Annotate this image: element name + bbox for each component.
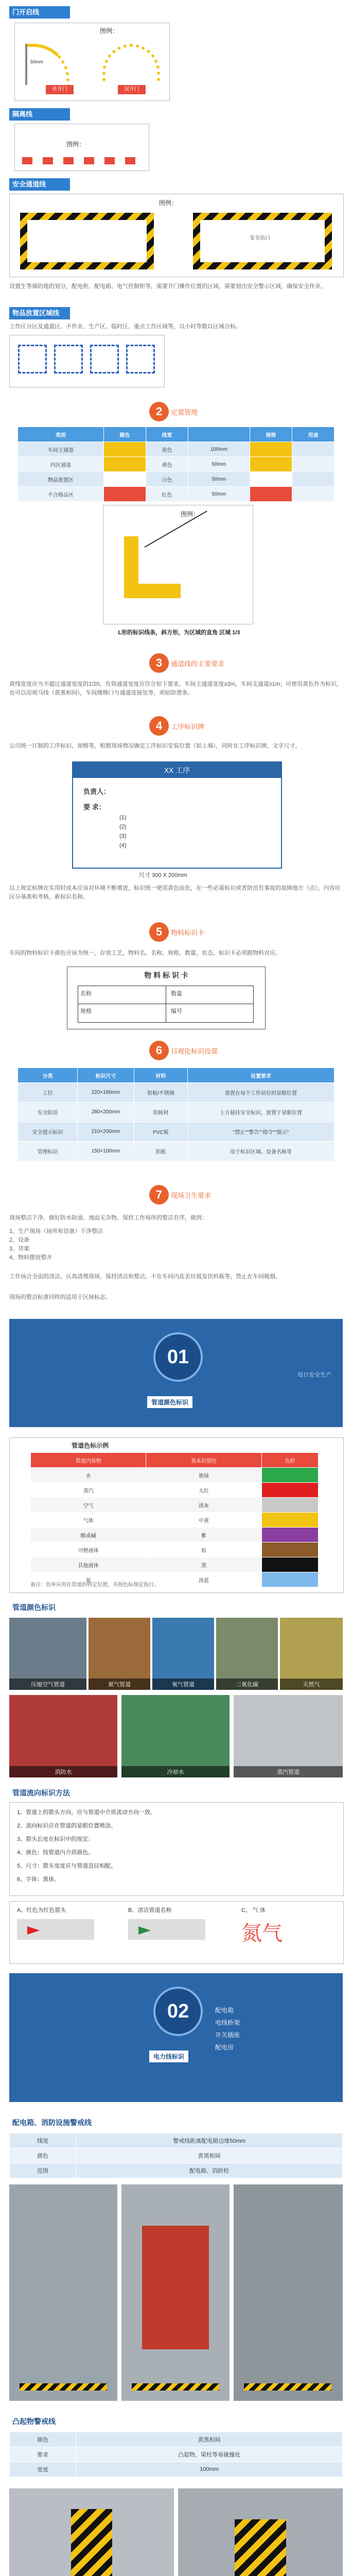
s7-text3: 现场的整洁标准同样的适用于区域标志。 — [9, 1294, 111, 1300]
banner-pipe — [9, 1319, 343, 1427]
pipe-r5-c1: 紫 — [146, 1528, 261, 1543]
isolation-figure — [14, 124, 149, 171]
legend-r2-c5 — [292, 472, 334, 487]
photo-caption-6: 消防水 — [9, 1766, 117, 1777]
photo-cooling-water — [121, 1695, 230, 1777]
section-passage-line: 安全通道线 — [9, 178, 70, 191]
corner-note-b: 区域 1/3 — [219, 630, 240, 636]
card-field-name: 名称 — [80, 991, 92, 997]
s7-title: 现场卫生要求 — [171, 1192, 212, 1199]
sig-r3-c1: 150×100mm — [78, 1142, 134, 1161]
pipe-r2-c1: 大红 — [146, 1483, 261, 1498]
flow-card-c: C、 气 体 — [241, 1907, 266, 1913]
pipe-r8-c1: 淡蓝 — [146, 1572, 261, 1587]
placement-square-3 — [90, 345, 119, 374]
process-sign — [72, 761, 282, 869]
sig-h-2: 材料 — [134, 1068, 187, 1083]
pipe-h-0: 管道内容物 — [31, 1453, 146, 1468]
double-door-label: 双开门 — [118, 85, 146, 94]
placement-square-4 — [126, 345, 155, 374]
passage-example-label: 图例： — [159, 199, 178, 207]
flow-step-5: 5、尺寸：箭头宽度应与管道直径相配。 — [17, 1863, 117, 1869]
flow-step-1: 1、管道上的箭头方向，应与管道中介质流动方向一致。 — [17, 1809, 156, 1816]
hazard-box-left — [20, 213, 154, 269]
photo-co2 — [216, 1618, 278, 1690]
pipe-r1-swatch — [261, 1468, 318, 1483]
banner-electric-caption: 电力线标识 — [149, 2050, 188, 2062]
photo-oxygen — [152, 1618, 214, 1690]
bottom-r1-c0: 要求 — [10, 2447, 76, 2462]
elec-r2-c1: 配电箱、消防栓 — [76, 2163, 343, 2178]
signage-table — [17, 1067, 335, 1161]
legend-h-4: 规格 — [250, 427, 292, 442]
sig-r2-c3: "禁止""警告""指令""提示" — [187, 1122, 334, 1142]
sign-item-3: (3) — [119, 833, 127, 839]
s4-title: 工序标识牌 — [171, 723, 205, 731]
pipe-r3-c0: 空气 — [31, 1498, 146, 1513]
corner-note-a: L形的标识线条，斜方形，为区域的直角 — [118, 630, 218, 636]
numbered-circle-4: 4 — [149, 716, 169, 736]
legend-r0-c2: 黄色 — [146, 442, 188, 457]
card-field-spec: 规格 — [80, 1008, 92, 1014]
banner-electric — [9, 1973, 343, 2102]
pipe-r6-c0: 可燃液体 — [31, 1543, 146, 1557]
legend-r0-sample — [250, 442, 292, 457]
sig-r3-c0: 管理标识 — [18, 1142, 78, 1161]
legend-h-2: 线宽 — [146, 427, 188, 442]
card-field-no: 编号 — [171, 1008, 182, 1014]
legend-h-3 — [188, 427, 250, 442]
numbered-circle-3: 3 — [149, 653, 169, 673]
legend-h-5: 用途 — [292, 427, 334, 442]
paragraph-2: 工作区分区及通道区、不作业、生产区、临时区、重点工作区域等，以小时等数以区域合标。 — [9, 324, 241, 330]
banner-electric-list — [215, 2004, 240, 2054]
sign-item-2: (2) — [119, 824, 127, 830]
sign-field-req: 要 求： — [83, 803, 105, 811]
bottom-r2-c0: 宽度 — [10, 2462, 76, 2477]
process-sign-title: XX 工序 — [73, 762, 281, 778]
material-card-title: 物 料 标 识 卡 — [144, 971, 188, 979]
elec-r0-c0: 线宽 — [10, 2133, 76, 2148]
photo-caption-7: 冷却水 — [121, 1766, 230, 1777]
paragraph-1: 设置生等墙的地的划分，配电柜、配电箱、电气控制柜等，需要开门操作位置的区域，需要划出安全警示区域，确保安全作业。 — [9, 283, 326, 290]
sign-dims: 尺寸 300 X 200mm — [139, 872, 187, 878]
flow-cards — [9, 1901, 344, 1964]
s7-text2: 工作场合全面的清洁，认真清理现场，保持清洁和整洁，不在车间内乱丢垃圾及饮料瓶等，禁止在车间吸烟。 — [9, 1274, 281, 1280]
hazard-box-right — [193, 213, 332, 269]
legend-r0-c5 — [292, 442, 334, 457]
sig-r2-c0: 安全提示标识 — [18, 1122, 78, 1142]
legend-r1-c3: 50mm — [188, 457, 250, 472]
pipe-photo-head: 管道颜色标识 — [12, 1603, 56, 1612]
passage-figure — [9, 194, 344, 277]
single-door-label: 单开门 — [46, 85, 74, 94]
s7-list-1: 1、生产现场（场所和设备）干净整洁 — [9, 1228, 103, 1234]
bottom-r2-c1: 100mm — [76, 2462, 343, 2477]
pipe-r4-c1: 中黄 — [146, 1513, 261, 1528]
s7-list-2: 2、设备 — [9, 1237, 30, 1243]
s5-text: 车间的物料标识卡颜色应该为统一，存放工艺，物料名，名称，规格，数量，状态，标识卡必须跟物料对应。 — [9, 950, 281, 956]
s4-text2: 以上规定标牌在实用时成本应该对环境不断增进，标识统一使用黄色底色，在一些必需标识或者防范有事故的故障地方（点），内容应区分基准和考核，新标识名称。 — [9, 885, 341, 900]
photo-compressed-air — [9, 1618, 86, 1690]
green-arrow-icon — [138, 1926, 151, 1935]
numbered-circle-2: 2 — [149, 402, 169, 421]
legend-r1-c2: 黄色 — [146, 457, 188, 472]
pipe-color-panel — [9, 1437, 344, 1593]
corner-arrow — [145, 511, 207, 548]
pipe-r5-swatch — [261, 1528, 318, 1543]
pipe-r7-swatch — [261, 1557, 318, 1572]
gas-word: 氮气 — [241, 1922, 283, 1945]
s4-text: 公司统一订制的工序标识、规格等，根据现场情况确定工序标识安装位置（如上墙），同时在工序标识牌，文字尺寸。 — [9, 743, 301, 749]
elec-head: 配电箱、消防设施警戒线 — [12, 2119, 92, 2127]
card-field-qty: 数量 — [171, 991, 182, 997]
sig-r2-c1: 210×200mm — [78, 1122, 134, 1142]
pipe-r3-swatch — [261, 1498, 318, 1513]
pipe-r2-c0: 蒸汽 — [31, 1483, 146, 1498]
pipe-r2-swatch — [261, 1483, 318, 1498]
bottom-r0-c0: 颜色 — [10, 2432, 76, 2447]
sig-r1-c0: 安全防范 — [18, 1103, 78, 1122]
legend-r3-c3: 50mm — [188, 487, 250, 502]
s7-list-3: 3、货架 — [9, 1246, 30, 1252]
section-door-line: 门开启线 — [9, 6, 70, 19]
section-placement-line: 物品放置区域线 — [9, 307, 70, 319]
legend-r2-sample — [250, 472, 292, 487]
legend-r1-sample — [250, 457, 292, 472]
numbered-circle-7: 7 — [149, 1185, 169, 1205]
pipe-note: 备注：色环应用在管道的特定位置，并按色标规定执行。 — [30, 1582, 159, 1588]
photo-caption-5: 天然气 — [280, 1679, 343, 1690]
s5-title: 物料标识卡 — [171, 929, 205, 937]
elec-r1-c1: 黄黑相间 — [76, 2148, 343, 2163]
isolation-line-strip — [22, 157, 140, 164]
flow-step-6: 6、字体：黑体。 — [17, 1876, 60, 1883]
figure-example-label: 图例： — [100, 27, 119, 35]
legend-r0-c0: 车间主通道 — [18, 442, 104, 457]
banner-list-1: 配电箱 — [215, 2007, 234, 2014]
elec-r1-c0: 颜色 — [10, 2148, 76, 2163]
photo-electric-cabinet — [9, 2184, 117, 2401]
pipe-r1-c1: 艳绿 — [146, 1468, 261, 1483]
pipe-r6-swatch — [261, 1543, 318, 1557]
photo-fire-water — [9, 1695, 117, 1777]
photo-caption-2: 氮气管道 — [89, 1679, 150, 1690]
banner-pipe-caption: 管道颜色标识 — [147, 1396, 192, 1408]
sig-r0-c2: 铝板/不锈钢 — [134, 1083, 187, 1103]
legend-r3-c5 — [292, 487, 334, 502]
sign-item-4: (4) — [119, 842, 127, 849]
sig-r1-c2: 铝板材 — [134, 1103, 187, 1122]
pipe-table-title: 管道色标示例 — [72, 1442, 109, 1449]
corner-figure — [103, 505, 253, 624]
pipe-r8-swatch — [261, 1572, 318, 1587]
corner-note — [92, 629, 267, 637]
legend-table — [17, 427, 335, 502]
material-card-grid — [78, 986, 254, 1023]
sig-r0-c1: 220×180mm — [78, 1083, 134, 1103]
legend-r3-c0: 不合格品区 — [18, 487, 104, 502]
pipe-r8-c0: 氧 — [31, 1572, 146, 1587]
isolation-example-label: 图例： — [66, 141, 85, 148]
elec-r0-c1: 警戒线距离配电箱边缘50mm — [76, 2133, 343, 2148]
legend-r2-c3: 50mm — [188, 472, 250, 487]
flow-card-a: A、红色为红色箭头 — [17, 1907, 66, 1913]
sign-item-1: (1) — [119, 815, 127, 821]
exit-label: 安全出口 — [250, 235, 270, 241]
numbered-circle-6: 6 — [149, 1041, 169, 1060]
pipe-r3-c1: 淡灰 — [146, 1498, 261, 1513]
sig-h-1: 标识尺寸 — [78, 1068, 134, 1083]
bottom-r0-c1: 黄黑相间 — [76, 2432, 343, 2447]
single-door-dim: 50mm — [30, 59, 44, 64]
pipe-r4-swatch — [261, 1513, 318, 1528]
flow-head: 管道流向标识方法 — [12, 1789, 70, 1797]
flow-card-b-img — [128, 1919, 205, 1940]
bottom-head: 凸起物警戒线 — [12, 2417, 56, 2426]
bottom-table — [9, 2432, 343, 2477]
photo-caption-3: 氧气管道 — [152, 1679, 214, 1690]
section-isolation-line: 隔离线 — [9, 108, 70, 121]
legend-h-1: 颜色 — [103, 427, 146, 442]
material-card — [67, 967, 266, 1029]
pipe-r1-c0: 水 — [31, 1468, 146, 1483]
sig-r2-c2: PVC板 — [134, 1122, 187, 1142]
sig-r3-c2: 铝板 — [134, 1142, 187, 1161]
legend-title: 定置管理 — [171, 409, 198, 416]
flow-step-4: 4、颜色：按管道内介质颜色。 — [17, 1850, 94, 1856]
banner-pipe-number: 01 — [153, 1332, 203, 1382]
double-door-arc-left — [102, 44, 131, 83]
photo-nitrogen — [89, 1618, 150, 1690]
photo-caption-1: 压缩空气管道 — [9, 1679, 86, 1690]
legend-r2-swatch — [103, 472, 146, 487]
flow-card-a-img — [17, 1919, 94, 1940]
sig-h-0: 分类 — [18, 1068, 78, 1083]
banner-list-4: 配电房 — [215, 2044, 234, 2051]
s3-title: 通道线的主要要求 — [171, 660, 225, 668]
sign-field-owner: 负责人： — [83, 788, 111, 795]
single-door-arc — [25, 44, 69, 88]
legend-r0-swatch — [103, 442, 146, 457]
red-arrow-icon — [27, 1926, 40, 1935]
elec-table — [9, 2133, 343, 2178]
legend-r1-c0: 内区通道 — [18, 457, 104, 472]
photo-pillar-2 — [178, 2488, 343, 2576]
flow-panel — [9, 1802, 344, 1896]
door-figure — [14, 23, 170, 101]
placement-figure — [9, 335, 165, 387]
pipe-r5-c0: 酸或碱 — [31, 1528, 146, 1543]
pipe-r7-c1: 黑 — [146, 1557, 261, 1572]
numbered-circle-5: 5 — [149, 922, 169, 942]
sig-h-3: 设置要求 — [187, 1068, 334, 1083]
sig-r1-c3: 上方悬挂安全标识，放置于显眼位置 — [187, 1103, 334, 1122]
pipe-h-2: 色样 — [261, 1453, 318, 1468]
legend-r1-c5 — [292, 457, 334, 472]
photo-natural-gas — [280, 1618, 343, 1690]
s7-list — [9, 1227, 343, 1262]
double-door-arc-right — [131, 44, 160, 83]
pipe-table — [30, 1452, 319, 1587]
photo-pillar-1 — [9, 2488, 174, 2576]
legend-r2-c0: 物品放置区 — [18, 472, 104, 487]
placement-square-2 — [54, 345, 83, 374]
corner-l-horizontal — [124, 584, 181, 598]
flow-step-2: 2、流向标识应在管道的显眼位置喷涂。 — [17, 1823, 117, 1829]
s3-text: 黄线宽度应当不超过通道宽度的1/20，有效通道宽度应符合如下要求，车间主通道宽度≥2m，车间支通道≥1m；可使用黄色作为标识，也可以用斑马线（黄黑相间），车间楼梯口与通道连接处等，须贴防滑条。 — [9, 681, 343, 696]
banner-list-2: 电线桥架 — [215, 2019, 240, 2026]
single-door-wall — [25, 44, 27, 85]
photo-steam — [234, 1695, 343, 1777]
legend-r2-c2: 白色 — [146, 472, 188, 487]
bottom-r1-c1: 凸起物、梁柱等易碰撞处 — [76, 2447, 343, 2462]
sig-r3-c3: 用于标识区域、设备名称等 — [187, 1142, 334, 1161]
sig-r1-c1: 280×200mm — [78, 1103, 134, 1122]
pipe-r7-c0: 其他液体 — [31, 1557, 146, 1572]
sig-r0-c0: 工位 — [18, 1083, 78, 1103]
s6-title: 目视化标识设置 — [171, 1047, 218, 1055]
flow-step-3: 3、箭头长度在标识中的规定： — [17, 1836, 94, 1842]
flow-card-b: B、清洁管道名称 — [128, 1907, 172, 1913]
photo-switch-box — [234, 2184, 343, 2401]
legend-r0-c3: 100mm — [188, 442, 250, 457]
photo-caption-8: 蒸汽管道 — [234, 1766, 343, 1777]
legend-h-0: 类别 — [18, 427, 104, 442]
pipe-h-1: 基本识别色 — [146, 1453, 261, 1468]
sig-r0-c3: 放置在每个工作站位的显眼位置 — [187, 1083, 334, 1103]
s7-text: 现场整洁干净、做好防水防油、地面无杂物，保持工作场所的整洁有序，做到： — [9, 1215, 207, 1221]
photo-caption-4: 二氧化碳 — [216, 1679, 278, 1690]
legend-r3-swatch — [103, 487, 146, 502]
s7-list-4: 4、物料摆放整齐 — [9, 1255, 52, 1261]
legend-r1-swatch — [103, 457, 146, 472]
placement-square-1 — [18, 345, 47, 374]
photo-fire-cabinet — [121, 2184, 230, 2401]
banner-electric-number: 02 — [153, 1987, 203, 2036]
corner-example-label: 图例： — [181, 511, 200, 518]
elec-r2-c0: 范围 — [10, 2163, 76, 2178]
watermark-1: 每日安全生产 — [297, 1372, 331, 1378]
legend-r3-c2: 红色 — [146, 487, 188, 502]
sign-items — [119, 813, 126, 850]
legend-r3-sample — [250, 487, 292, 502]
pipe-r4-c0: 气体 — [31, 1513, 146, 1528]
pipe-r6-c1: 棕 — [146, 1543, 261, 1557]
banner-list-3: 开关插座 — [215, 2031, 240, 2039]
